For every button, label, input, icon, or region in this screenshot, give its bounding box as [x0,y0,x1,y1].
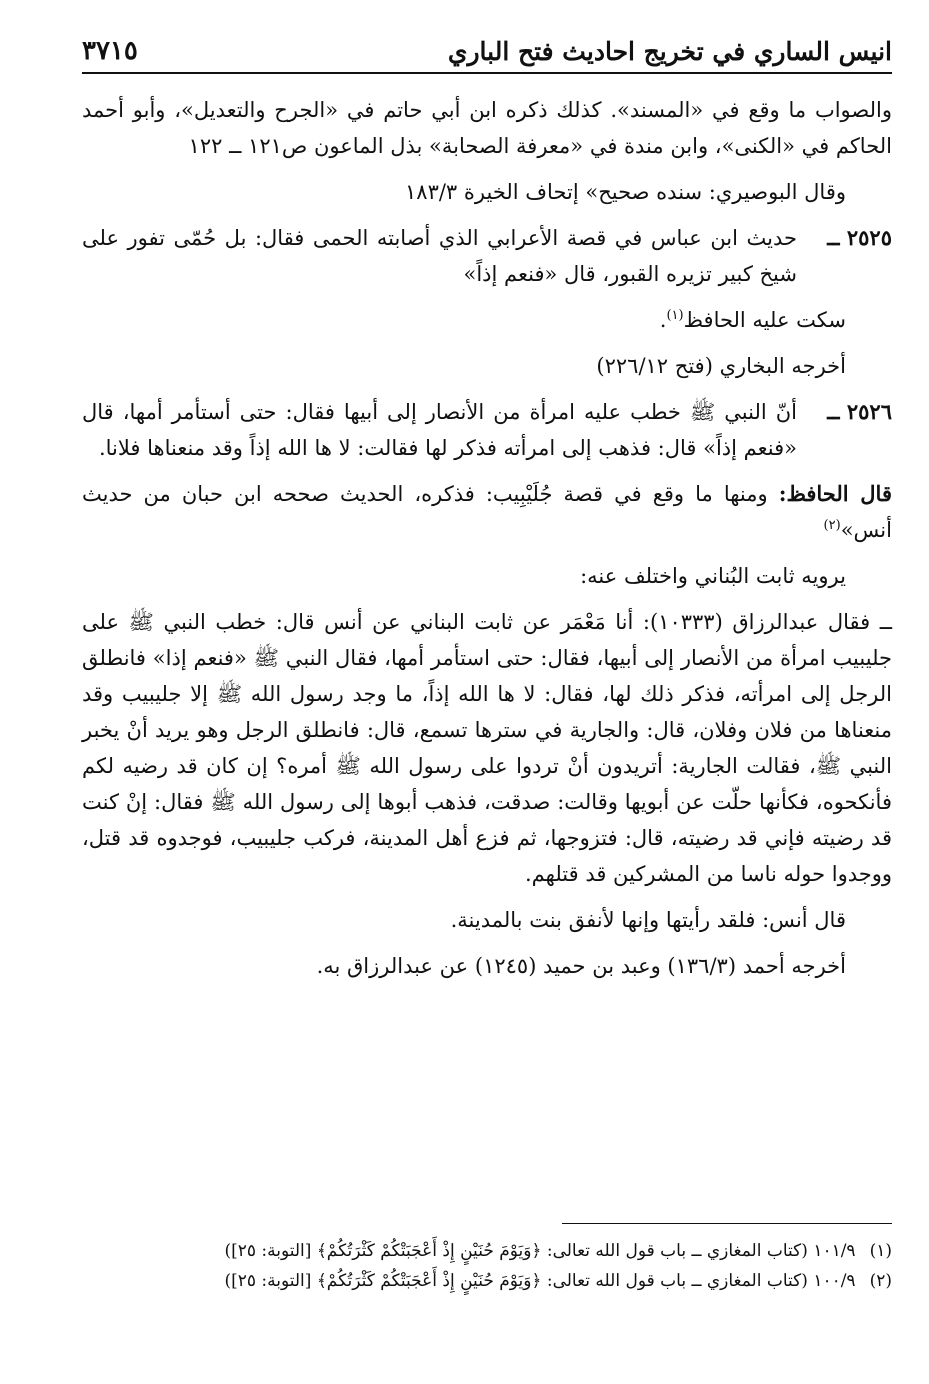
book-page [82,30,892,1360]
page-number: ٣٧١٥ [82,36,138,66]
footnote-number: (١) [869,1241,892,1261]
footnote-ref-2: (٢) [823,518,841,533]
main-text [82,92,892,994]
paragraph-thabit: يرويه ثابت البُناني واختلف عنه: [580,564,846,588]
hadith-text: أنّ النبي ﷺ خطب عليه امرأة من الأنصار إلى أبيها فقال: حتى أستأمر أمها، قال «فنعم إذاً» قال: فذهب إلى امرأته فذكر لها فقالت: لا ها الله إذاً وقد منعناها فلانا. [82,400,797,460]
paragraph-text: ومنها ما وقع في قصة جُلَيْبِيب: فذكره، الحديث صححه ابن حبان من حديث أنس» [82,482,892,542]
paragraph-ahmad: أخرجه أحمد (١٣٦/٣) وعبد بن حميد (١٢٤٥) عن عبدالرزاق به. [316,954,846,978]
footnote-2 [82,1266,892,1296]
hadith-2526 [82,394,892,466]
footnote-text: ١٠٠/٩ (كتاب المغازي ــ باب قول الله تعالى: ﴿وَيَوْمَ حُنَيْنٍ إِذْ أَعْجَبَتْكُمْ كَثْرَتُكُمْ﴾ [التوبة: ٢٥]) [224,1271,856,1291]
running-header [82,30,892,74]
footnote-ref-1: (١) [666,308,684,323]
paragraph-sources: والصواب ما وقع في «المسند». كذلك ذكره ابن أبي حاتم في «الجرح والتعديل»، وأبو أحمد الحاكم في «الكنى»، وابن مندة في «معرفة الصحابة» بذل الماعون ص١٢١ ــ ١٢٢ [82,98,892,158]
paragraph-anas: قال أنس: فلقد رأيتها وإنها لأنفق بنت بالمدينة. [450,908,846,932]
hafiz-label: قال الحافظ: [778,481,892,506]
hadith-text: حديث ابن عباس في قصة الأعرابي الذي أصابته الحمى فقال: بل حُمّى تفور على شيخ كبير تزيره القبور، قال «فنعم إذاً» [82,226,797,286]
footnote-text: ١٠١/٩ (كتاب المغازي ــ باب قول الله تعالى: ﴿وَيَوْمَ حُنَيْنٍ إِذْ أَعْجَبَتْكُمْ كَثْرَتُكُمْ﴾ [التوبة: ٢٥]) [224,1241,856,1261]
period: . [659,308,667,332]
hadith-number: ٢٥٢٥ ــ [827,225,892,250]
footnote-divider [562,1223,892,1224]
footnote-number: (٢) [869,1271,892,1291]
hadith-number: ٢٥٢٦ ــ [827,399,892,424]
footnotes [82,1236,892,1296]
paragraph-busiri: وقال البوصيري: سنده صحيح» إتحاف الخيرة ١٨٣/٣ [405,180,846,204]
paragraph-text: سكت عليه الحافظ [683,308,846,332]
paragraph-abdulrazzaq: ــ فقال عبدالرزاق (١٠٣٣٣): أنا مَعْمَر عن ثابت البناني عن أنس قال: خطب النبي ﷺ على جليبيب امرأة من الأنصار إلى أبيها، فقال: حتى استأمر أمها، فقال النبي ﷺ «فنعم إذا» فانطلق الرجل إلى امرأته، فذكر ذلك لها، فقال: لا ها الله إذاً، ما وجد رسول الله ﷺ إلا جليبيب وقد منعناها من فلان وفلان، قال: والجارية في سترها تسمع، قال: فانطلق الرجل وهو يريد أنْ يخبر النبي ﷺ، فقالت الجارية: أتريدون أنْ تردوا على رسول الله ﷺ أمره؟ إن كان قد رضيه لكم فأنكحوه، فكأنها حلّت عن أبويها وقالت: صدقت، فذهب أبوها إلى رسول الله ﷺ فقال: إنْ كنت قد رضيته فإني قد رضيته، قال: فتزوجها، ثم فزع أهل المدينة، فركب جليبيب، فوجدوه قد قتل، ووجدوا حوله ناسا من المشركين قد قتلهم. [82,610,892,886]
running-title: انيس الساري في تخريج احاديث فتح الباري [447,36,892,66]
paragraph-bukhari: أخرجه البخاري (فتح ٢٢٦/١٢) [596,354,846,378]
paragraph-hafiz-says [82,476,892,548]
paragraph-hafiz-silent [82,302,892,338]
hadith-2525 [82,220,892,292]
footnote-1 [82,1236,892,1266]
